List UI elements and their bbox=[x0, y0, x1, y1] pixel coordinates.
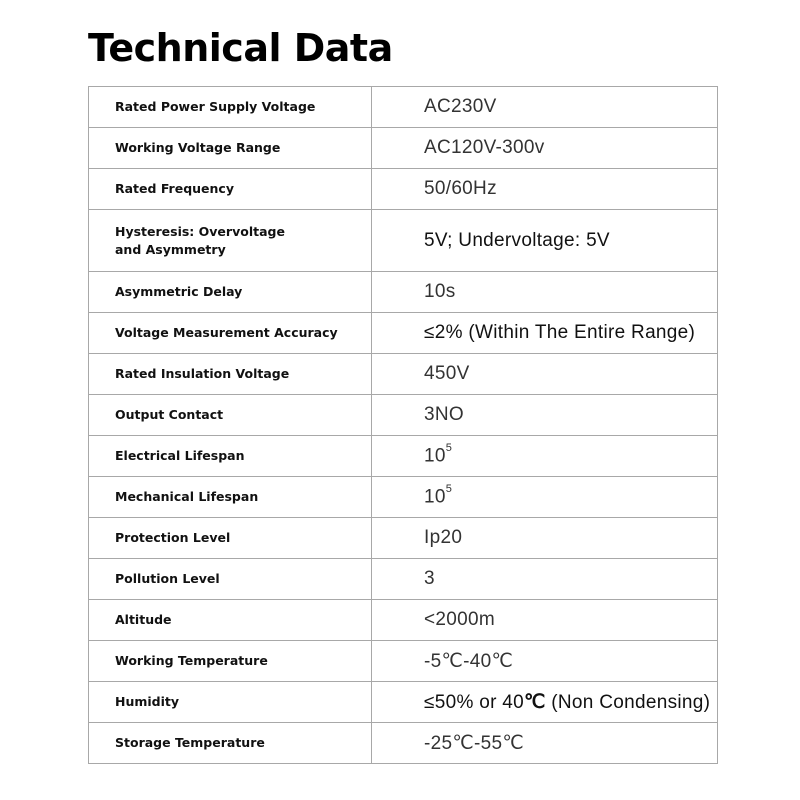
table-row bbox=[89, 477, 718, 518]
row-label-line: and Asymmetry bbox=[115, 241, 226, 257]
table-row bbox=[89, 87, 718, 128]
table-row bbox=[89, 723, 718, 764]
table-row bbox=[89, 518, 718, 559]
row-value bbox=[372, 477, 718, 518]
row-value: 50/60Hz bbox=[372, 169, 718, 210]
value-base: 10 bbox=[424, 445, 446, 467]
row-value: AC230V bbox=[372, 87, 718, 128]
row-value bbox=[372, 436, 718, 477]
row-label: Asymmetric Delay bbox=[89, 272, 372, 313]
row-label: Voltage Measurement Accuracy bbox=[89, 313, 372, 354]
value-base: 10 bbox=[424, 486, 446, 508]
row-label: Electrical Lifespan bbox=[89, 436, 372, 477]
row-value: -25℃-55℃ bbox=[372, 723, 718, 764]
page-title: Technical Data bbox=[88, 26, 393, 70]
row-label: Working Temperature bbox=[89, 641, 372, 682]
table-row bbox=[89, 559, 718, 600]
table-row bbox=[89, 354, 718, 395]
table-row bbox=[89, 210, 718, 272]
row-value: AC120V-300v bbox=[372, 128, 718, 169]
row-label: Altitude bbox=[89, 600, 372, 641]
row-label: Protection Level bbox=[89, 518, 372, 559]
row-value: <2000m bbox=[372, 600, 718, 641]
table-row bbox=[89, 436, 718, 477]
row-value: 3NO bbox=[372, 395, 718, 436]
table-row bbox=[89, 641, 718, 682]
table-row bbox=[89, 272, 718, 313]
table-row bbox=[89, 600, 718, 641]
table-row bbox=[89, 128, 718, 169]
table-row bbox=[89, 395, 718, 436]
row-label bbox=[89, 210, 372, 272]
table-row bbox=[89, 169, 718, 210]
value-exponent: 5 bbox=[445, 441, 453, 454]
row-value: 450V bbox=[372, 354, 718, 395]
row-label: Storage Temperature bbox=[89, 723, 372, 764]
row-label: Humidity bbox=[89, 682, 372, 723]
row-label: Rated Power Supply Voltage bbox=[89, 87, 372, 128]
row-label: Pollution Level bbox=[89, 559, 372, 600]
row-value: 5V; Undervoltage: 5V bbox=[372, 210, 718, 272]
table-row bbox=[89, 682, 718, 723]
value-exponent: 5 bbox=[445, 482, 453, 495]
row-label: Mechanical Lifespan bbox=[89, 477, 372, 518]
technical-data-table bbox=[88, 86, 718, 764]
row-value: 3 bbox=[372, 559, 718, 600]
row-label: Working Voltage Range bbox=[89, 128, 372, 169]
table-row bbox=[89, 313, 718, 354]
row-value: Ip20 bbox=[372, 518, 718, 559]
row-label: Rated Frequency bbox=[89, 169, 372, 210]
row-label: Output Contact bbox=[89, 395, 372, 436]
row-label-line: Hysteresis: Overvoltage bbox=[115, 223, 285, 239]
value-text: (Non Condensing) bbox=[545, 691, 711, 713]
row-value: 10s bbox=[372, 272, 718, 313]
degree-celsius-symbol: ℃ bbox=[524, 691, 546, 713]
row-value: -5℃-40℃ bbox=[372, 641, 718, 682]
row-value: ≤2% (Within The Entire Range) bbox=[372, 313, 718, 354]
value-text: ≤50% or 40 bbox=[424, 691, 525, 713]
row-value bbox=[372, 682, 718, 723]
row-label: Rated Insulation Voltage bbox=[89, 354, 372, 395]
